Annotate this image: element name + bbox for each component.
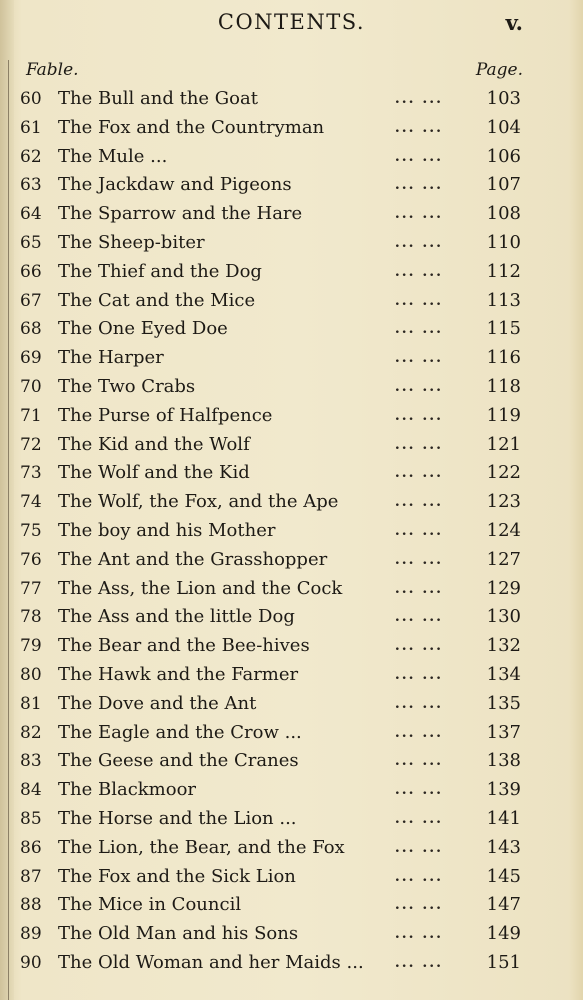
contents-row xyxy=(0,85,583,114)
page-number: 124 xyxy=(486,519,521,541)
dot-leader: ... ... xyxy=(394,638,443,655)
fable-number: 86 xyxy=(20,837,42,858)
dot-leader: ... ... xyxy=(394,926,443,943)
contents-row xyxy=(0,632,583,661)
page-numeral: v. xyxy=(505,10,523,35)
fable-title: The Old Man and his Sons xyxy=(58,923,299,945)
fable-title: The Bear and the Bee-hives xyxy=(58,635,310,657)
contents-row xyxy=(0,459,583,488)
contents-row xyxy=(0,834,583,863)
fable-title: The Lion, the Bear, and the Fox xyxy=(58,836,345,858)
contents-row xyxy=(0,690,583,719)
fable-number: 79 xyxy=(20,636,42,657)
page-number: 145 xyxy=(486,865,521,887)
fable-number: 69 xyxy=(20,348,42,369)
contents-row xyxy=(0,891,583,920)
dot-leader: ... ... xyxy=(394,206,443,223)
fable-title: The Old Woman and her Maids ... xyxy=(58,951,364,973)
fable-number: 65 xyxy=(20,232,42,253)
fable-number: 66 xyxy=(20,261,42,282)
fable-title: The boy and his Mother xyxy=(58,519,276,541)
fable-title: The Harper xyxy=(58,347,164,369)
page-number: 107 xyxy=(486,174,521,196)
dot-leader: ... ... xyxy=(394,580,443,597)
fable-number: 78 xyxy=(20,607,42,628)
column-header-page: Page. xyxy=(475,60,523,80)
fable-title: The Dove and the Ant xyxy=(58,692,257,714)
dot-leader: ... ... xyxy=(394,378,443,395)
dot-leader: ... ... xyxy=(394,436,443,453)
fable-title: The Fox and the Sick Lion xyxy=(58,865,296,887)
fable-title: The Ass and the little Dog xyxy=(58,606,295,628)
contents-row xyxy=(0,344,583,373)
fable-number: 67 xyxy=(20,290,42,311)
page-number: 134 xyxy=(486,663,521,685)
page-number: 119 xyxy=(486,404,521,426)
page-number: 103 xyxy=(486,88,521,109)
fable-title: The Cat and the Mice xyxy=(58,289,256,311)
fable-number: 72 xyxy=(20,434,42,455)
dot-leader: ... ... xyxy=(394,724,443,741)
dot-leader: ... ... xyxy=(394,609,443,626)
fable-title: The Mule ... xyxy=(58,145,168,167)
page-number: 147 xyxy=(486,894,521,916)
fable-number: 85 xyxy=(20,808,42,829)
page-number: 122 xyxy=(486,462,521,484)
fable-number: 90 xyxy=(20,952,42,973)
page-number: 115 xyxy=(486,318,521,340)
dot-leader: ... ... xyxy=(394,263,443,280)
dot-leader: ... ... xyxy=(394,897,443,914)
page-number: 104 xyxy=(486,116,521,138)
fable-number: 61 xyxy=(20,117,42,138)
page-number: 108 xyxy=(486,203,521,225)
contents-row xyxy=(0,114,583,143)
fable-title: The Geese and the Cranes xyxy=(58,750,299,772)
fable-number: 82 xyxy=(20,722,42,743)
dot-leader: ... ... xyxy=(394,522,443,539)
fable-number: 89 xyxy=(20,924,42,945)
fable-number: 81 xyxy=(20,693,42,714)
contents-row xyxy=(0,661,583,690)
fable-title: The Blackmoor xyxy=(58,779,197,801)
page-number: 130 xyxy=(486,606,521,628)
contents-row xyxy=(0,719,583,748)
dot-leader: ... ... xyxy=(394,119,443,136)
fable-number: 84 xyxy=(20,780,42,801)
page-number: 135 xyxy=(486,692,521,714)
fable-title: The Wolf, the Fox, and the Ape xyxy=(58,491,339,513)
contents-row xyxy=(0,287,583,316)
fable-title: The Two Crabs xyxy=(58,375,196,397)
page-number: 113 xyxy=(486,289,521,311)
dot-leader: ... ... xyxy=(394,666,443,683)
contents-row xyxy=(0,575,583,604)
dot-leader: ... ... xyxy=(394,234,443,251)
contents-list xyxy=(0,85,583,978)
dot-leader: ... ... xyxy=(394,868,443,885)
fable-number: 63 xyxy=(20,175,42,196)
dot-leader: ... ... xyxy=(394,91,443,107)
fable-number: 74 xyxy=(20,492,42,513)
fable-number: 68 xyxy=(20,319,42,340)
fable-title: The Fox and the Countryman xyxy=(58,116,325,138)
page-number: 132 xyxy=(486,635,521,657)
contents-row xyxy=(0,229,583,258)
page-number: 129 xyxy=(486,577,521,599)
fable-number: 88 xyxy=(20,895,42,916)
fable-title: The Horse and the Lion ... xyxy=(58,807,297,829)
contents-row xyxy=(0,949,583,978)
dot-leader: ... ... xyxy=(394,321,443,338)
page-number: 139 xyxy=(486,779,521,801)
contents-row xyxy=(0,373,583,402)
fable-title: The Jackdaw and Pigeons xyxy=(58,174,292,196)
dot-leader: ... ... xyxy=(394,551,443,568)
contents-row xyxy=(0,920,583,949)
fable-title: The Thief and the Dog xyxy=(58,260,262,282)
fable-number: 87 xyxy=(20,866,42,887)
contents-row xyxy=(0,431,583,460)
page-number: 106 xyxy=(486,145,521,167)
page-number: 123 xyxy=(486,491,521,513)
fable-title: The Wolf and the Kid xyxy=(58,462,250,484)
dot-leader: ... ... xyxy=(394,350,443,367)
dot-leader: ... ... xyxy=(394,407,443,424)
column-header-fable: Fable. xyxy=(26,60,79,80)
contents-row xyxy=(0,143,583,172)
fable-title: The Kid and the Wolf xyxy=(58,433,250,455)
contents-row xyxy=(0,776,583,805)
fable-title: The Purse of Halfpence xyxy=(58,404,273,426)
page-title: CONTENTS. xyxy=(217,10,366,34)
page-number: 141 xyxy=(486,807,521,829)
fable-number: 60 xyxy=(20,89,42,109)
fable-number: 75 xyxy=(20,520,42,541)
fable-number: 73 xyxy=(20,463,42,484)
fable-title: The Ass, the Lion and the Cock xyxy=(58,577,343,599)
dot-leader: ... ... xyxy=(394,292,443,309)
page-number: 151 xyxy=(486,951,521,973)
contents-row xyxy=(0,747,583,776)
fable-number: 80 xyxy=(20,664,42,685)
contents-row xyxy=(0,863,583,892)
contents-row xyxy=(0,171,583,200)
fable-number: 77 xyxy=(20,578,42,599)
dot-leader: ... ... xyxy=(394,753,443,770)
fable-title: The Hawk and the Farmer xyxy=(58,663,299,685)
fable-title: The Sheep-biter xyxy=(58,231,205,253)
dot-leader: ... ... xyxy=(394,695,443,712)
fable-title: The Mice in Council xyxy=(58,894,242,916)
dot-leader: ... ... xyxy=(394,148,443,165)
fable-title: The Ant and the Grasshopper xyxy=(58,548,328,570)
fable-title: The Sparrow and the Hare xyxy=(58,203,303,225)
contents-row xyxy=(0,315,583,344)
page-number: 138 xyxy=(486,750,521,772)
page-number: 127 xyxy=(486,548,521,570)
contents-row xyxy=(0,200,583,229)
contents-row xyxy=(0,546,583,575)
dot-leader: ... ... xyxy=(394,810,443,827)
dot-leader: ... ... xyxy=(394,177,443,194)
contents-row xyxy=(0,488,583,517)
fable-number: 70 xyxy=(20,376,42,397)
fable-number: 76 xyxy=(20,549,42,570)
page-number: 149 xyxy=(486,923,521,945)
page-number: 121 xyxy=(486,433,521,455)
fable-number: 62 xyxy=(20,146,42,167)
contents-row xyxy=(0,805,583,834)
page-number: 118 xyxy=(486,375,521,397)
contents-row xyxy=(0,517,583,546)
fable-title: The One Eyed Doe xyxy=(58,318,228,340)
contents-row xyxy=(0,402,583,431)
dot-leader: ... ... xyxy=(394,494,443,511)
dot-leader: ... ... xyxy=(394,839,443,856)
page-number: 137 xyxy=(486,721,521,743)
fable-number: 71 xyxy=(20,405,42,426)
page-number: 116 xyxy=(486,347,521,369)
fable-number: 64 xyxy=(20,204,42,225)
page-number: 112 xyxy=(486,260,521,282)
dot-leader: ... ... xyxy=(394,782,443,799)
fable-title: The Bull and the Goat xyxy=(58,88,258,109)
contents-row xyxy=(0,258,583,287)
fable-title: The Eagle and the Crow ... xyxy=(58,721,302,743)
page-number: 110 xyxy=(486,231,521,253)
page-number: 143 xyxy=(486,836,521,858)
dot-leader: ... ... xyxy=(394,465,443,482)
dot-leader: ... ... xyxy=(394,954,443,971)
contents-row xyxy=(0,603,583,632)
fable-number: 83 xyxy=(20,751,42,772)
